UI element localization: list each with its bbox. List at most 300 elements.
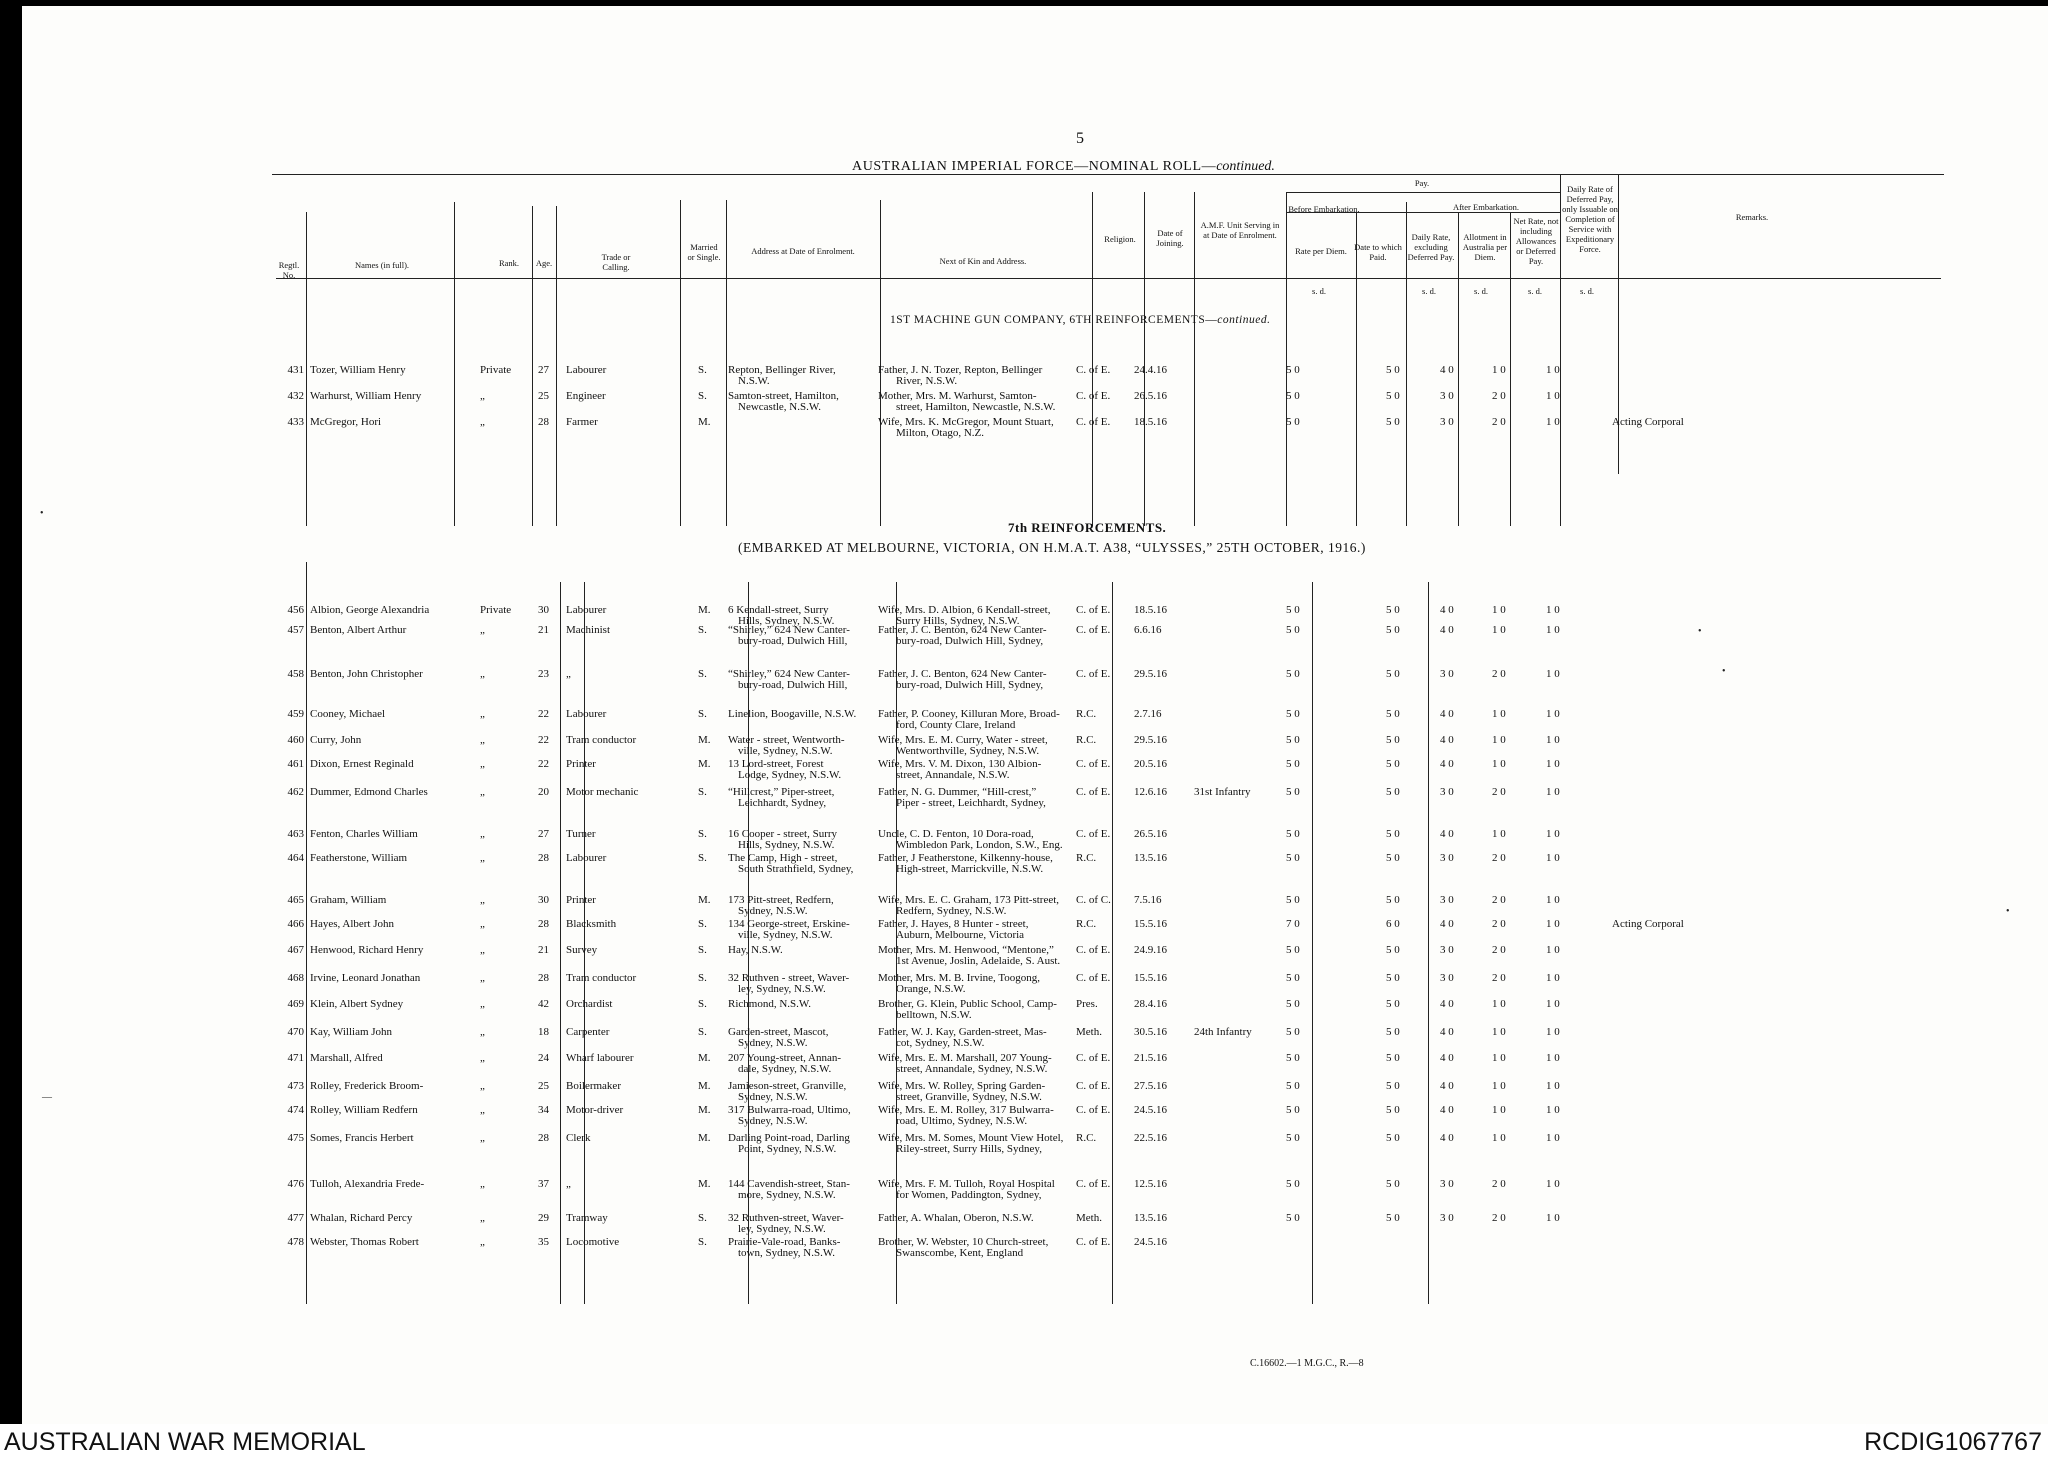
rank: „ xyxy=(480,1132,485,1144)
trade: Carpenter xyxy=(566,1026,610,1038)
married-single: S. xyxy=(698,972,707,984)
age: 20 xyxy=(538,786,549,798)
section1-title-main: 1ST MACHINE GUN COMPANY, 6TH REINFORCEMENTS— xyxy=(890,314,1218,326)
next-of-kin-line1: Mother, Mrs. M. B. Irvine, Toogong, xyxy=(878,972,1041,984)
rate-per-diem: 5 0 xyxy=(1286,1178,1300,1190)
age: 29 xyxy=(538,1212,549,1224)
religion: R.C. xyxy=(1076,734,1097,746)
deferred-pay: 1 0 xyxy=(1546,708,1560,720)
name: McGregor, Hori xyxy=(310,416,382,428)
next-of-kin-line1: Wife, Mrs. F. M. Tulloh, Royal Hospital xyxy=(878,1178,1055,1190)
rank: „ xyxy=(480,668,485,680)
trade: Labourer xyxy=(566,708,607,720)
religion: C. of E. xyxy=(1076,390,1111,402)
rate-per-diem: 5 0 xyxy=(1286,944,1300,956)
daily-rate: 5 0 xyxy=(1386,758,1400,770)
name: Henwood, Richard Henry xyxy=(310,944,424,956)
col-divider xyxy=(1618,174,1619,474)
rate-per-diem: 5 0 xyxy=(1286,604,1300,616)
next-of-kin-line2: belltown, N.S.W. xyxy=(896,1009,972,1021)
net-rate: 2 0 xyxy=(1492,1212,1506,1224)
date-joining: 27.5.16 xyxy=(1134,1080,1167,1092)
trade: Tramway xyxy=(566,1212,608,1224)
address-line2: Lodge, Sydney, N.S.W. xyxy=(738,769,842,781)
net-rate: 1 0 xyxy=(1492,604,1506,616)
date-joining: 26.5.16 xyxy=(1134,828,1167,840)
married-single: M. xyxy=(698,1052,711,1064)
next-of-kin-line1: Father, J. Hayes, 8 Hunter - street, xyxy=(878,918,1029,930)
address-line1: 134 George-street, Erskine- xyxy=(728,918,850,930)
regtl-no: 475 xyxy=(287,1132,304,1144)
name: Tulloh, Alexandria Frede- xyxy=(310,1178,425,1190)
regtl-no: 467 xyxy=(287,944,304,956)
deferred-pay: 1 0 xyxy=(1546,604,1560,616)
address-line2: more, Sydney, N.S.W. xyxy=(738,1189,836,1201)
date-joining: 28.4.16 xyxy=(1134,998,1167,1010)
regtl-no: 433 xyxy=(287,416,304,428)
net-rate: 1 0 xyxy=(1492,998,1506,1010)
married-single: S. xyxy=(698,998,707,1010)
rate-per-diem: 5 0 xyxy=(1286,364,1300,376)
date-joining: 24.5.16 xyxy=(1134,1104,1167,1116)
rate-per-diem: 5 0 xyxy=(1286,998,1300,1010)
amf-unit: 31st Infantry xyxy=(1194,786,1251,798)
regtl-no: 478 xyxy=(287,1236,304,1248)
rate-per-diem: 5 0 xyxy=(1286,390,1300,402)
next-of-kin-line1: Wife, Mrs. E. C. Graham, 173 Pitt-street, xyxy=(878,894,1060,906)
daily-rate: 5 0 xyxy=(1386,668,1400,680)
header-names: Names (in full). xyxy=(354,260,410,270)
regtl-no: 465 xyxy=(287,894,304,906)
date-joining: 12.6.16 xyxy=(1134,786,1167,798)
married-single: S. xyxy=(698,1212,707,1224)
daily-rate: 5 0 xyxy=(1386,1026,1400,1038)
allotment: 4 0 xyxy=(1440,758,1454,770)
deferred-pay: 1 0 xyxy=(1546,416,1560,428)
name: Benton, Albert Arthur xyxy=(310,624,407,636)
age: 30 xyxy=(538,894,549,906)
col-divider xyxy=(560,582,561,1304)
trade: Printer xyxy=(566,758,596,770)
trade: Boilermaker xyxy=(566,1080,621,1092)
next-of-kin-line2: Riley-street, Surry Hills, Sydney, xyxy=(896,1143,1042,1155)
trade: Labourer xyxy=(566,364,607,376)
rate-per-diem: 5 0 xyxy=(1286,1026,1300,1038)
scan-mark: • xyxy=(1698,626,1702,637)
address-line1: Linelion, Boogaville, N.S.W. xyxy=(728,708,857,720)
next-of-kin-line2: Swanscombe, Kent, England xyxy=(896,1247,1024,1259)
header-bottom-rule xyxy=(276,278,1941,279)
rank: „ xyxy=(480,708,485,720)
next-of-kin-line1: Wife, Mrs. V. M. Dixon, 130 Albion- xyxy=(878,758,1042,770)
married-single: S. xyxy=(698,786,707,798)
address-line2: bury-road, Dulwich Hill, xyxy=(738,679,848,691)
address-line2: ville, Sydney, N.S.W. xyxy=(738,929,833,941)
married-single: M. xyxy=(698,416,711,428)
header-date-paid: Date to which Paid. xyxy=(1354,242,1402,262)
rank: „ xyxy=(480,786,485,798)
regtl-no: 470 xyxy=(287,1026,304,1038)
rate-per-diem: 5 0 xyxy=(1286,734,1300,746)
daily-rate: 5 0 xyxy=(1386,1132,1400,1144)
sd-label: s. d. xyxy=(1422,286,1436,296)
married-single: S. xyxy=(698,708,707,720)
age: 25 xyxy=(538,390,549,402)
daily-rate: 5 0 xyxy=(1386,624,1400,636)
next-of-kin-line1: Father, N. G. Dummer, “Hill-crest,” xyxy=(878,786,1037,798)
rate-per-diem: 5 0 xyxy=(1286,1132,1300,1144)
allotment: 3 0 xyxy=(1440,786,1454,798)
col-divider xyxy=(1194,192,1195,526)
age: 24 xyxy=(538,1052,549,1064)
religion: Pres. xyxy=(1076,998,1098,1010)
daily-rate: 5 0 xyxy=(1386,852,1400,864)
age: 28 xyxy=(538,1132,549,1144)
allotment: 4 0 xyxy=(1440,918,1454,930)
trade: Labourer xyxy=(566,852,607,864)
date-joining: 29.5.16 xyxy=(1134,734,1167,746)
regtl-no: 460 xyxy=(287,734,304,746)
daily-rate: 5 0 xyxy=(1386,1052,1400,1064)
col-divider xyxy=(1428,582,1429,1304)
age: 21 xyxy=(538,944,549,956)
allotment: 3 0 xyxy=(1440,390,1454,402)
date-joining: 13.5.16 xyxy=(1134,852,1167,864)
married-single: M. xyxy=(698,734,711,746)
next-of-kin-line1: Wife, Mrs. D. Albion, 6 Kendall-street, xyxy=(878,604,1051,616)
regtl-no: 473 xyxy=(287,1080,304,1092)
next-of-kin-line1: Uncle, C. D. Fenton, 10 Dora-road, xyxy=(878,828,1034,840)
age: 35 xyxy=(538,1236,549,1248)
header-before-embarkation: Before Embarkation. xyxy=(1288,204,1360,214)
age: 22 xyxy=(538,708,549,720)
net-rate: 1 0 xyxy=(1492,1104,1506,1116)
name: Graham, William xyxy=(310,894,387,906)
header-pay: Pay. xyxy=(1414,178,1430,188)
col-divider xyxy=(306,562,307,1304)
married-single: S. xyxy=(698,624,707,636)
age: 27 xyxy=(538,364,549,376)
remark: Acting Corporal xyxy=(1612,918,1684,930)
regtl-no: 431 xyxy=(287,364,304,376)
net-rate: 1 0 xyxy=(1492,758,1506,770)
date-joining: 18.5.16 xyxy=(1134,416,1167,428)
document-page xyxy=(22,6,2048,1424)
trade: Tram conductor xyxy=(566,972,637,984)
next-of-kin-line2: Surry Hills, Sydney, N.S.W. xyxy=(896,615,1020,627)
religion: C. of E. xyxy=(1076,1052,1111,1064)
married-single: S. xyxy=(698,852,707,864)
header-allotment: Allotment in Australia per Diem. xyxy=(1462,232,1508,262)
address-line1: 13 Lord-street, Forest xyxy=(728,758,824,770)
deferred-pay: 1 0 xyxy=(1546,1026,1560,1038)
address-line2: ville, Sydney, N.S.W. xyxy=(738,745,833,757)
trade: Clerk xyxy=(566,1132,591,1144)
date-joining: 12.5.16 xyxy=(1134,1178,1167,1190)
next-of-kin-line2: 1st Avenue, Joslin, Adelaide, S. Aust. xyxy=(896,955,1061,967)
address-line2: town, Sydney, N.S.W. xyxy=(738,1247,835,1259)
col-divider xyxy=(532,206,533,526)
name: Featherstone, William xyxy=(310,852,408,864)
religion: C. of E. xyxy=(1076,828,1111,840)
address-line1: Prairie-Vale-road, Banks- xyxy=(728,1236,841,1248)
next-of-kin-line1: Brother, W. Webster, 10 Church-street, xyxy=(878,1236,1049,1248)
married-single: M. xyxy=(698,1178,711,1190)
name: Marshall, Alfred xyxy=(310,1052,383,1064)
allotment: 4 0 xyxy=(1440,708,1454,720)
daily-rate: 5 0 xyxy=(1386,1080,1400,1092)
regtl-no: 463 xyxy=(287,828,304,840)
deferred-pay: 1 0 xyxy=(1546,786,1560,798)
date-joining: 20.5.16 xyxy=(1134,758,1167,770)
header-daily-rate-excl: Daily Rate, excluding Deferred Pay. xyxy=(1407,232,1455,262)
trade: Tram conductor xyxy=(566,734,637,746)
deferred-pay: 1 0 xyxy=(1546,972,1560,984)
deferred-pay: 1 0 xyxy=(1546,998,1560,1010)
trade: Survey xyxy=(566,944,598,956)
deferred-pay: 1 0 xyxy=(1546,944,1560,956)
rank: Private xyxy=(480,364,512,376)
age: 37 xyxy=(538,1178,549,1190)
trade: Locomotive xyxy=(566,1236,620,1248)
rate-per-diem: 5 0 xyxy=(1286,668,1300,680)
religion: C. of E. xyxy=(1076,944,1111,956)
deferred-pay: 1 0 xyxy=(1546,852,1560,864)
date-joining: 6.6.16 xyxy=(1134,624,1162,636)
rate-per-diem: 5 0 xyxy=(1286,708,1300,720)
rank: „ xyxy=(480,1178,485,1190)
address-line2: Sydney, N.S.W. xyxy=(738,905,808,917)
sd-label: s. d. xyxy=(1312,286,1326,296)
allotment: 4 0 xyxy=(1440,364,1454,376)
next-of-kin-line2: street, Hamilton, Newcastle, N.S.W. xyxy=(896,401,1056,413)
rank: „ xyxy=(480,1080,485,1092)
archive-record-id: RCDIG1067767 xyxy=(1864,1428,2042,1456)
print-code: C.16602.—1 M.G.C., R.—8 xyxy=(1250,1358,1364,1369)
net-rate: 2 0 xyxy=(1492,390,1506,402)
name: Irvine, Leonard Jonathan xyxy=(310,972,421,984)
rate-per-diem: 5 0 xyxy=(1286,1080,1300,1092)
next-of-kin-line1: Brother, G. Klein, Public School, Camp- xyxy=(878,998,1057,1010)
header-rate-per-diem: Rate per Diem. xyxy=(1295,246,1347,256)
header-remarks: Remarks. xyxy=(1735,212,1769,222)
next-of-kin-line2: cot, Sydney, N.S.W. xyxy=(896,1037,985,1049)
date-joining: 15.5.16 xyxy=(1134,972,1167,984)
header-amf-unit: A.M.F. Unit Serving in at Date of Enrolment. xyxy=(1200,220,1280,240)
daily-rate: 5 0 xyxy=(1386,1212,1400,1224)
deferred-pay: 1 0 xyxy=(1546,1132,1560,1144)
rate-per-diem: 5 0 xyxy=(1286,894,1300,906)
married-single: S. xyxy=(698,1026,707,1038)
name: Cooney, Michael xyxy=(310,708,386,720)
col-divider xyxy=(454,202,455,526)
religion: C. of E. xyxy=(1076,786,1111,798)
next-of-kin-line1: Wife, Mrs. K. McGregor, Mount Stuart, xyxy=(878,416,1054,428)
allotment: 4 0 xyxy=(1440,1026,1454,1038)
age: 27 xyxy=(538,828,549,840)
col-divider xyxy=(1112,582,1113,1304)
religion: R.C. xyxy=(1076,708,1097,720)
regtl-no: 462 xyxy=(287,786,304,798)
age: 23 xyxy=(538,668,549,680)
daily-rate: 5 0 xyxy=(1386,972,1400,984)
age: 22 xyxy=(538,758,549,770)
next-of-kin-line2: Wimbledon Park, London, S.W., Eng. xyxy=(896,839,1063,851)
net-rate: 1 0 xyxy=(1492,734,1506,746)
next-of-kin-line1: Father, J. N. Tozer, Repton, Bellinger xyxy=(878,364,1043,376)
religion: C. of E. xyxy=(1076,972,1111,984)
rank: „ xyxy=(480,852,485,864)
net-rate: 1 0 xyxy=(1492,1080,1506,1092)
address-line2: ley, Sydney, N.S.W. xyxy=(738,1223,826,1235)
religion: Meth. xyxy=(1076,1212,1102,1224)
net-rate: 1 0 xyxy=(1492,828,1506,840)
married-single: S. xyxy=(698,364,707,376)
next-of-kin-line2: Milton, Otago, N.Z. xyxy=(896,427,984,439)
header-deferred-pay: Daily Rate of Deferred Pay, only Issuable on Completion of Service with Expeditionary Force. xyxy=(1562,184,1618,254)
age: 34 xyxy=(538,1104,549,1116)
name: Curry, John xyxy=(310,734,362,746)
address-line1: Jamieson-street, Granville, xyxy=(728,1080,847,1092)
rank: „ xyxy=(480,972,485,984)
address-line1: The Camp, High - street, xyxy=(728,852,838,864)
net-rate: 2 0 xyxy=(1492,944,1506,956)
trade: „ xyxy=(566,668,571,680)
trade: Turner xyxy=(566,828,596,840)
net-rate: 1 0 xyxy=(1492,624,1506,636)
address-line2: Newcastle, N.S.W. xyxy=(738,401,821,413)
name: Hayes, Albert John xyxy=(310,918,395,930)
daily-rate: 5 0 xyxy=(1386,828,1400,840)
rate-per-diem: 5 0 xyxy=(1286,1212,1300,1224)
next-of-kin-line2: Wentworthville, Sydney, N.S.W. xyxy=(896,745,1040,757)
rank: „ xyxy=(480,1212,485,1224)
rank: „ xyxy=(480,416,485,428)
address-line1: “Shirley,” 624 New Canter- xyxy=(728,624,850,636)
next-of-kin-line2: street, Annandale, Sydney, N.S.W. xyxy=(896,1063,1048,1075)
allotment: 3 0 xyxy=(1440,416,1454,428)
date-joining: 29.5.16 xyxy=(1134,668,1167,680)
name: Whalan, Richard Percy xyxy=(310,1212,413,1224)
allotment: 3 0 xyxy=(1440,972,1454,984)
rank: „ xyxy=(480,734,485,746)
section1-title xyxy=(890,314,1270,326)
scan-mark: • xyxy=(40,508,44,519)
name: Rolley, Frederick Broom- xyxy=(310,1080,424,1092)
next-of-kin-line2: street, Granville, Sydney, N.S.W. xyxy=(896,1091,1042,1103)
daily-rate: 5 0 xyxy=(1386,894,1400,906)
next-of-kin-line1: Father, J. C. Benton, 624 New Canter- xyxy=(878,624,1047,636)
net-rate: 2 0 xyxy=(1492,894,1506,906)
daily-rate: 5 0 xyxy=(1386,734,1400,746)
religion: C. of E. xyxy=(1076,668,1111,680)
trade: Labourer xyxy=(566,604,607,616)
pay-top-rule xyxy=(1286,192,1561,193)
age: 28 xyxy=(538,918,549,930)
date-joining: 18.5.16 xyxy=(1134,604,1167,616)
regtl-no: 466 xyxy=(287,918,304,930)
married-single: M. xyxy=(698,894,711,906)
address-line2: dale, Sydney, N.S.W. xyxy=(738,1063,832,1075)
deferred-pay: 1 0 xyxy=(1546,1212,1560,1224)
next-of-kin-line2: Auburn, Melbourne, Victoria xyxy=(896,929,1025,941)
rank: „ xyxy=(480,1026,485,1038)
net-rate: 1 0 xyxy=(1492,1052,1506,1064)
religion: C. of E. xyxy=(1076,364,1111,376)
rank: „ xyxy=(480,944,485,956)
col-divider xyxy=(1144,192,1145,526)
daily-rate: 5 0 xyxy=(1386,944,1400,956)
regtl-no: 461 xyxy=(287,758,304,770)
daily-rate: 5 0 xyxy=(1386,998,1400,1010)
next-of-kin-line2: bury-road, Dulwich Hill, Sydney, xyxy=(896,679,1044,691)
next-of-kin-line2: bury-road, Dulwich Hill, Sydney, xyxy=(896,635,1044,647)
section2-title: 7th REINFORCEMENTS. xyxy=(1008,520,1167,535)
next-of-kin-line2: road, Ultimo, Sydney, N.S.W. xyxy=(896,1115,1028,1127)
sd-label: s. d. xyxy=(1580,286,1594,296)
address-line1: Garden-street, Mascot, xyxy=(728,1026,829,1038)
header-religion: Religion. xyxy=(1104,234,1136,244)
allotment: 3 0 xyxy=(1440,852,1454,864)
net-rate: 2 0 xyxy=(1492,668,1506,680)
name: Kay, William John xyxy=(310,1026,393,1038)
age: 28 xyxy=(538,852,549,864)
next-of-kin-line1: Father, W. J. Kay, Garden-street, Mas- xyxy=(878,1026,1047,1038)
married-single: S. xyxy=(698,390,707,402)
address-line1: Samton-street, Hamilton, xyxy=(728,390,839,402)
address-line1: 173 Pitt-street, Redfern, xyxy=(728,894,834,906)
rank: „ xyxy=(480,1104,485,1116)
religion: C. of C. xyxy=(1076,894,1111,906)
col-divider xyxy=(1312,582,1313,1304)
age: 28 xyxy=(538,416,549,428)
next-of-kin-line2: ford, County Clare, Ireland xyxy=(896,719,1016,731)
deferred-pay: 1 0 xyxy=(1546,1052,1560,1064)
next-of-kin-line2: street, Annandale, N.S.W. xyxy=(896,769,1010,781)
religion: C. of E. xyxy=(1076,604,1111,616)
allotment: 3 0 xyxy=(1440,668,1454,680)
net-rate: 2 0 xyxy=(1492,972,1506,984)
regtl-no: 471 xyxy=(287,1052,304,1064)
address-line1: 32 Ruthven - street, Waver- xyxy=(728,972,850,984)
deferred-pay: 1 0 xyxy=(1546,1178,1560,1190)
regtl-no: 469 xyxy=(287,998,304,1010)
daily-rate: 5 0 xyxy=(1386,1104,1400,1116)
col-divider xyxy=(680,200,681,526)
address-line1: Darling Point-road, Darling xyxy=(728,1132,850,1144)
allotment: 4 0 xyxy=(1440,1104,1454,1116)
next-of-kin-line2: Orange, N.S.W. xyxy=(896,983,966,995)
col-divider xyxy=(880,200,881,526)
married-single: S. xyxy=(698,1236,707,1248)
deferred-pay: 1 0 xyxy=(1546,894,1560,906)
married-single: M. xyxy=(698,758,711,770)
rate-per-diem: 5 0 xyxy=(1286,828,1300,840)
regtl-no: 468 xyxy=(287,972,304,984)
name: Tozer, William Henry xyxy=(310,364,406,376)
section1-title-continued: continued. xyxy=(1217,314,1271,326)
name: Fenton, Charles William xyxy=(310,828,418,840)
address-line2: bury-road, Dulwich Hill, xyxy=(738,635,848,647)
trade: Wharf labourer xyxy=(566,1052,634,1064)
religion: R.C. xyxy=(1076,852,1097,864)
married-single: M. xyxy=(698,1104,711,1116)
religion: R.C. xyxy=(1076,1132,1097,1144)
allotment: 4 0 xyxy=(1440,624,1454,636)
married-single: M. xyxy=(698,1132,711,1144)
deferred-pay: 1 0 xyxy=(1546,1080,1560,1092)
religion: R.C. xyxy=(1076,918,1097,930)
